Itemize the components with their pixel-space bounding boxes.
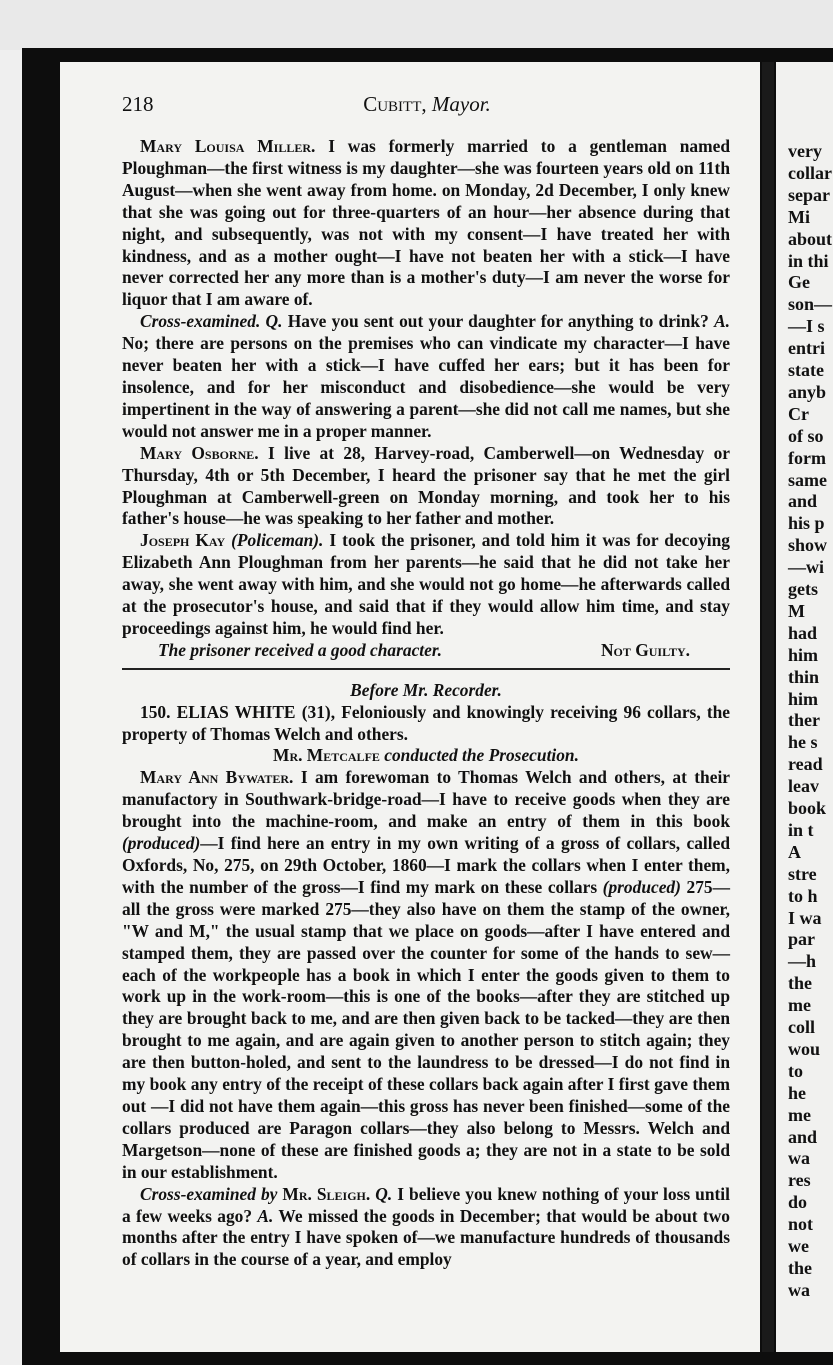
adjacent-page-fragment: coll [788, 1017, 815, 1037]
adjacent-page-fragment: he s [788, 732, 818, 753]
adjacent-page-fragment: of so [788, 425, 824, 446]
adjacent-page-fragment: about [788, 228, 833, 249]
question-text: Have you sent out your daughter for anything to drink? [287, 311, 709, 332]
adjacent-page-fragment: son— [788, 294, 833, 315]
page-body [122, 136, 730, 1271]
adjacent-page-fragment: and [788, 1126, 818, 1147]
adjacent-page-fragment: anyb [788, 381, 827, 402]
adjacent-page-fragment: in t [788, 819, 814, 840]
testimony-text: I was formerly married to a gentleman named Ploughman—the first witness is my daughter—she was fourteen years old on 11th August—when she went away from home. on Monday, 2d December, I only knew that she was going out for three-quarters of an hour—her absence during that night, and subsequently, was not with my consent—I have treated her with kindness, and as a mother ought—I have not beaten her with a stick—I have never corrected her any more than is a mother's duty—I am never the worse for liquor that I am aware of. [122, 136, 730, 310]
adjacent-page-fragment: read [788, 754, 823, 775]
prosecution-line [122, 745, 730, 767]
adjacent-page-fragment: to h [788, 885, 818, 906]
adjacent-page-fragment: gets [788, 579, 818, 599]
testimony-text: —I find here an entry in my own writing of a gross of collars, called Oxfords, No, 275, on 29th October, 1860—I mark the collars when I enter them, with the number of the gross—I find my mark on these collars [122, 833, 730, 897]
adjacent-page-fragment: thin [788, 666, 820, 687]
adjacent-page-fragment: and [788, 491, 818, 512]
adjacent-page-fragment: —wi [788, 557, 824, 578]
adjacent-page-fragment: me [788, 1104, 811, 1125]
witness-name: Mary Osborne. [140, 442, 259, 463]
adjacent-page-fragment: same [788, 469, 827, 490]
adjacent-page-fragment: to [788, 1060, 803, 1081]
book-spine [762, 62, 774, 1352]
prosecution-text: conducted the Prosecution. [384, 745, 579, 766]
case-number: 150. [140, 701, 171, 722]
adjacent-page-fragment: A [788, 841, 801, 862]
produced-note: (produced) [602, 876, 681, 897]
adjacent-page-fragment: ther [788, 710, 820, 731]
adjacent-page-fragment: —I s [788, 316, 825, 337]
case-divider [122, 668, 730, 670]
page-number: 218 [122, 92, 154, 116]
defendant-name: ELIAS WHITE [176, 701, 296, 722]
counsel-name: Mr. Sleigh. [282, 1183, 371, 1204]
adjacent-page-fragment: not [788, 1214, 814, 1235]
adjacent-page-fragment: par [788, 929, 815, 950]
answer-label: A. [257, 1205, 274, 1226]
adjacent-page-fragment: Mi [788, 206, 810, 227]
verdict-line [122, 640, 730, 662]
running-title-office: Mayor. [431, 92, 491, 116]
running-head [122, 92, 732, 118]
witness-name: Mary Ann Bywater. [140, 767, 294, 788]
adjacent-page-fragment: me [788, 995, 811, 1016]
adjacent-page-fragment: wa [788, 1148, 810, 1169]
verdict: Not Guilty. [600, 639, 690, 660]
adjacent-page-fragment: very [788, 141, 822, 161]
adjacent-page-fragment: wa [788, 1279, 810, 1300]
question-text: I believe you knew nothing of your loss until a few weeks ago? [122, 1183, 730, 1226]
adjacent-page-fragment: the [788, 1257, 812, 1278]
adjacent-page-fragment: we [788, 1236, 809, 1256]
adjacent-page-fragment: Ge [788, 272, 810, 293]
adjacent-page-fragment: book [788, 798, 827, 818]
case-heading [122, 702, 730, 746]
scan-top-margin [0, 0, 833, 50]
testimony-text: 275—all the gross were marked 275—they also have on them the stamp of the owner, "W and M," the usual stamp that we place on goods—after I have entered and stamped them, they are passed over the counter for some of the hands to sew—each of the workpeople has a book in which I enter the goods given to them to work up in the work-room—this is one of the books—after they are stitched up they are brought back to me, and are then given back to be tacked—they are then brought to me again, and are again given to another person to stitch again; they are then button-holed, and sent to the laundress to be dressed—I do not find in my book any entry of the receipt of these collars back again after I first gave them out —I did not have them again—this gross has never been finished—some of the collars produced are Paragon collars—they also belong to Messrs. Welch and Margetson—none of these are finished goods a; they are not in a state to be sold in our establishment. [122, 876, 730, 1182]
adjacent-page-fragment: Cr [788, 403, 809, 424]
adjacent-page-fragment: the [788, 973, 812, 994]
witness-name: Joseph Kay [140, 530, 226, 551]
running-title-name: Cubitt, [363, 92, 427, 116]
adjacent-page-fragment: wou [788, 1038, 821, 1059]
testimony-paragraph [122, 136, 730, 311]
adjacent-page-fragment: form [788, 447, 826, 468]
testimony-text: I took the prisoner, and told him it was for decoying Elizabeth Ann Ploughman from her parents—he said that he did not take her away, she went away with him, and she would not go home—he afterwards called at the prosecutor's house, and said that if they would allow him time, and stay proceedings against him, he would find her. [122, 530, 730, 638]
prosecutor-name: Mr. Metcalfe [273, 745, 380, 766]
court-heading [122, 680, 730, 702]
witness-role: (Policeman). [231, 530, 324, 551]
answer-text: We missed the goods in December; that would be about two months after the entry I have spoken of—we manufacture hundreds of thousands of collars in the course of a year, and employ [122, 1205, 730, 1270]
testimony-text: I am forewoman to Thomas Welch and others, at their manufactory in Southwark-bridge-road—I have to receive goods when they are brought into the machine-room, and make an entry of them in this book [122, 767, 730, 832]
answer-label: A. [714, 311, 731, 332]
adjacent-page-fragment: res [788, 1170, 811, 1191]
adjacent-page-fragment: collar [788, 162, 832, 183]
adjacent-page-fragment: his p [788, 513, 825, 534]
cross-examined-label: Cross-examined by [140, 1183, 278, 1204]
testimony-paragraph [122, 443, 730, 531]
adjacent-page-fragment: him [788, 688, 819, 709]
adjacent-page-fragment: —h [788, 951, 817, 972]
testimony-text: I live at 28, Harvey-road, Camberwell—on Wednesday or Thursday, 4th or 5th December, I heard the prisoner say that he met the girl Ploughman at Camberwell-green on Monday morning, and took her to his father's house—he was speaking to her father and mother. [122, 442, 730, 529]
testimony-paragraph [122, 530, 730, 640]
adjacent-page-fragment: stre [788, 863, 817, 884]
charge-text: (31), Feloniously and knowingly receiving 96 collars, the property of Thomas Welch and others. [122, 701, 731, 744]
question-label: Q. [375, 1183, 393, 1204]
answer-text: No; there are persons on the premises who can vindicate my character—I have never beaten her with a stick—I have cuffed her ears; but it has been for insolence, and for her misconduct and disobedience—she would be very impertinent in the way of answering a parent—she did not call me names, but she would not answer me in a proper manner. [122, 333, 730, 441]
adjacent-page-edge [776, 62, 833, 1352]
adjacent-page-fragment: M [788, 600, 805, 621]
cross-examined-label: Cross-examined. [140, 311, 261, 332]
character-note: The prisoner received a good character. [158, 639, 443, 660]
before-judge: Before Mr. Recorder. [350, 679, 502, 700]
adjacent-page-fragment: show [788, 535, 828, 556]
adjacent-page-fragment: separ [788, 184, 830, 205]
produced-note: (produced) [122, 833, 201, 854]
adjacent-page-fragment: in thi [788, 250, 829, 271]
testimony-paragraph [122, 767, 730, 1183]
adjacent-page-fragment: him [788, 644, 819, 665]
question-label: Q. [265, 311, 283, 332]
cross-examination-paragraph [122, 311, 730, 442]
adjacent-page-fragment: I wa [788, 907, 822, 928]
adjacent-page-fragment: leav [788, 776, 819, 797]
adjacent-page-fragment: entri [788, 338, 825, 359]
book-page [60, 62, 760, 1352]
adjacent-page-fragment: had [788, 622, 818, 643]
adjacent-page-fragment: state [788, 360, 824, 380]
adjacent-page-fragment: do [788, 1192, 808, 1213]
running-title [122, 92, 732, 117]
adjacent-page-fragment: he [788, 1082, 806, 1103]
witness-name: Mary Louisa Miller. [140, 136, 316, 156]
cross-examination-paragraph [122, 1184, 730, 1272]
